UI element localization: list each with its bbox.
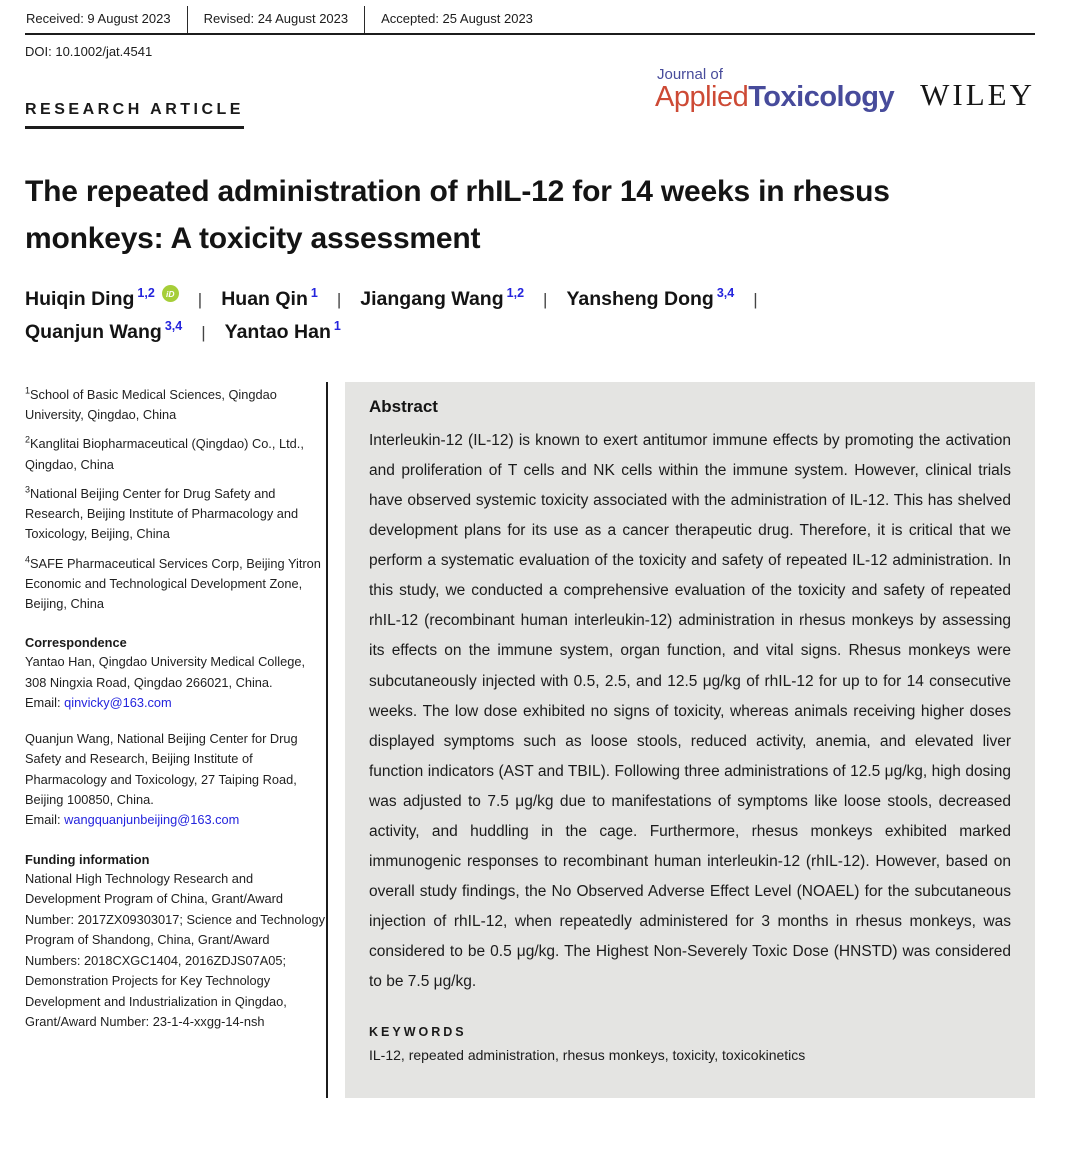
author-affil-sup: 1 bbox=[333, 319, 341, 333]
author-separator: | bbox=[753, 289, 758, 309]
affiliation-sup: 1 bbox=[25, 385, 31, 396]
author-list bbox=[25, 288, 1035, 344]
email-link[interactable]: wangquanjunbeijing@163.com bbox=[64, 812, 240, 828]
author bbox=[25, 288, 179, 311]
correspondence-heading: Correspondence bbox=[25, 635, 127, 651]
author-affil-sup: 1,2 bbox=[506, 286, 525, 300]
doi: DOI: 10.1002/jat.4541 bbox=[25, 44, 153, 59]
author-affil-sup: 1 bbox=[310, 286, 318, 300]
column-divider bbox=[326, 382, 328, 1098]
page-title: The repeated administration of rhIL-12 for 14 weeks in rhesus monkeys: A toxicity assessment bbox=[25, 175, 890, 255]
author-separator: | bbox=[197, 289, 203, 309]
affiliation bbox=[25, 385, 326, 425]
correspondence-text: Quanjun Wang, National Beijing Center for Drug Safety and Research, Beijing Institute of Pharmacology and Toxicology, 27 Taiping Road, Beijing 100850, China. bbox=[25, 730, 298, 807]
affiliation-text: School of Basic Medical Sciences, Qingdao University, Qingdao, China bbox=[25, 387, 277, 423]
author-separator: | bbox=[336, 289, 342, 309]
affiliation-sup: 4 bbox=[25, 554, 31, 565]
revised-date: Revised: 24 August 2023 bbox=[188, 6, 366, 33]
journal-branding bbox=[655, 67, 1035, 112]
keywords-heading: KEYWORDS bbox=[369, 1025, 467, 1040]
keywords-text: IL-12, repeated administration, rhesus monkeys, toxicity, toxicokinetics bbox=[369, 1047, 806, 1064]
affiliation-text: National Beijing Center for Drug Safety and Research, Beijing Institute of Pharmacology and Toxicology, Beijing, China bbox=[25, 485, 299, 542]
author-affil-sup: 3,4 bbox=[716, 286, 735, 300]
email-link[interactable]: qinvicky@163.com bbox=[64, 695, 172, 711]
header bbox=[25, 67, 1035, 129]
author-affil-sup: 1,2 bbox=[137, 286, 155, 300]
journal-logo-name bbox=[655, 83, 894, 112]
author-name: Yansheng Dong bbox=[566, 288, 714, 310]
author bbox=[566, 288, 734, 311]
author bbox=[225, 321, 341, 344]
author-name: Huiqin Ding bbox=[25, 288, 135, 310]
keywords-block bbox=[369, 1025, 1011, 1063]
funding-heading: Funding information bbox=[25, 851, 150, 867]
funding-text: National High Technology Research and Development Program of China, Grant/Award Number: 2017ZX09303017; Science and Technology Program of Shandong, China, Grant/Award Numbers: 2018CXGC1404, 2016ZDJS07A05; Demonstration Projects for Key Technology Development and Industrialization in Qingdao, Grant/Award Number: 23-1-4-xxgg-14-nsh bbox=[25, 870, 325, 1030]
author-separator: | bbox=[543, 289, 548, 309]
journal-logo-toxicology: Toxicology bbox=[748, 81, 895, 113]
abstract-heading: Abstract bbox=[369, 397, 438, 416]
email-label: Email: bbox=[25, 812, 65, 828]
affiliation bbox=[25, 434, 326, 474]
affiliation bbox=[25, 554, 326, 615]
left-column bbox=[25, 382, 326, 1098]
orcid-icon[interactable]: iD bbox=[162, 285, 179, 302]
journal-logo-applied: Applied bbox=[654, 81, 749, 113]
journal-logo bbox=[655, 67, 894, 112]
affiliation-sup: 2 bbox=[25, 435, 31, 446]
author-line-2 bbox=[25, 321, 1035, 344]
author bbox=[221, 288, 318, 311]
correspondence-entry bbox=[25, 652, 326, 713]
correspondence-text: Yantao Han, Qingdao University Medical College, 308 Ningxia Road, Qingdao 266021, China. bbox=[25, 654, 306, 690]
email-label: Email: bbox=[25, 695, 65, 711]
author-affil-sup: 3,4 bbox=[164, 319, 183, 333]
author-name: Quanjun Wang bbox=[25, 321, 162, 343]
affiliation-text: Kanglitai Biopharmaceutical (Qingdao) Co., Ltd., Qingdao, China bbox=[25, 436, 304, 472]
affiliation bbox=[25, 484, 326, 545]
dates-bar bbox=[25, 6, 1035, 35]
abstract-panel bbox=[345, 382, 1035, 1098]
correspondence-entry bbox=[25, 729, 326, 831]
wiley-logo: WILEY bbox=[920, 77, 1035, 112]
article-type-label: RESEARCH ARTICLE bbox=[25, 101, 244, 129]
author-separator: | bbox=[201, 322, 206, 342]
author bbox=[360, 288, 524, 311]
author-name: Yantao Han bbox=[224, 321, 331, 343]
affiliation-sup: 3 bbox=[25, 484, 31, 495]
content-columns bbox=[25, 382, 1035, 1098]
author-name: Huan Qin bbox=[221, 288, 308, 310]
affiliation-text: SAFE Pharmaceutical Services Corp, Beijing Yitron Economic and Technological Development Zone, Beijing, China bbox=[25, 555, 321, 611]
author-name: Jiangang Wang bbox=[360, 288, 504, 310]
received-date: Received: 9 August 2023 bbox=[25, 6, 188, 33]
journal-logo-kicker: Journal of bbox=[656, 66, 723, 83]
accepted-date: Accepted: 25 August 2023 bbox=[381, 11, 533, 26]
abstract-text: Interleukin-12 (IL-12) is known to exert antitumor immune effects by promoting the activation and proliferation of T cells and NK cells within the immune system. However, clinical trials have observed systemic toxicity associated with the administration of IL-12. This has shelved development plans for its use as a cancer therapeutic drug. Therefore, it is critical that we perform a systematic evaluation of the toxicity and safety of repeated IL-12 administration. In this study, we conducted a comprehensive evaluation of the toxicity and safety of repeated rhIL-12 (recombinant human interleukin-12) administration in rhesus monkeys by assessing its effects on the immune system, organ function, and vital signs. Rhesus monkeys were subcutaneously injected with 0.5, 2.5, and 12.5 μg/kg of rhIL-12 for up to for 14 consecutive weeks. The low dose exhibited no signs of toxicity, whereas animals receiving higher doses displayed symptoms such as loose stools, reduced activity, anemia, and elevated liver function indicators (AST and TBIL). Following three administrations of 12.5 μg/kg, high dosing was adjusted to 7.5 μg/kg due to manifestations of symptoms like loose stools, decreased activity, and huddling in the cage. Furthermore, rhesus monkeys exhibited marked immunogenic responses to recombinant human interleukin-12 (rhIL-12). However, based on overall study findings, the No Observed Adverse Effect Level (NOAEL) for the subcutaneous injection of rhIL-12, when repeatedly administered for 3 months in rhesus monkeys, was considered to be 0.5 μg/kg. The Highest Non-Severely Toxic Dose (HNSTD) was considered to be 7.5 μg/kg. bbox=[369, 432, 1011, 991]
author bbox=[25, 321, 182, 344]
author-line-1 bbox=[25, 288, 1035, 311]
